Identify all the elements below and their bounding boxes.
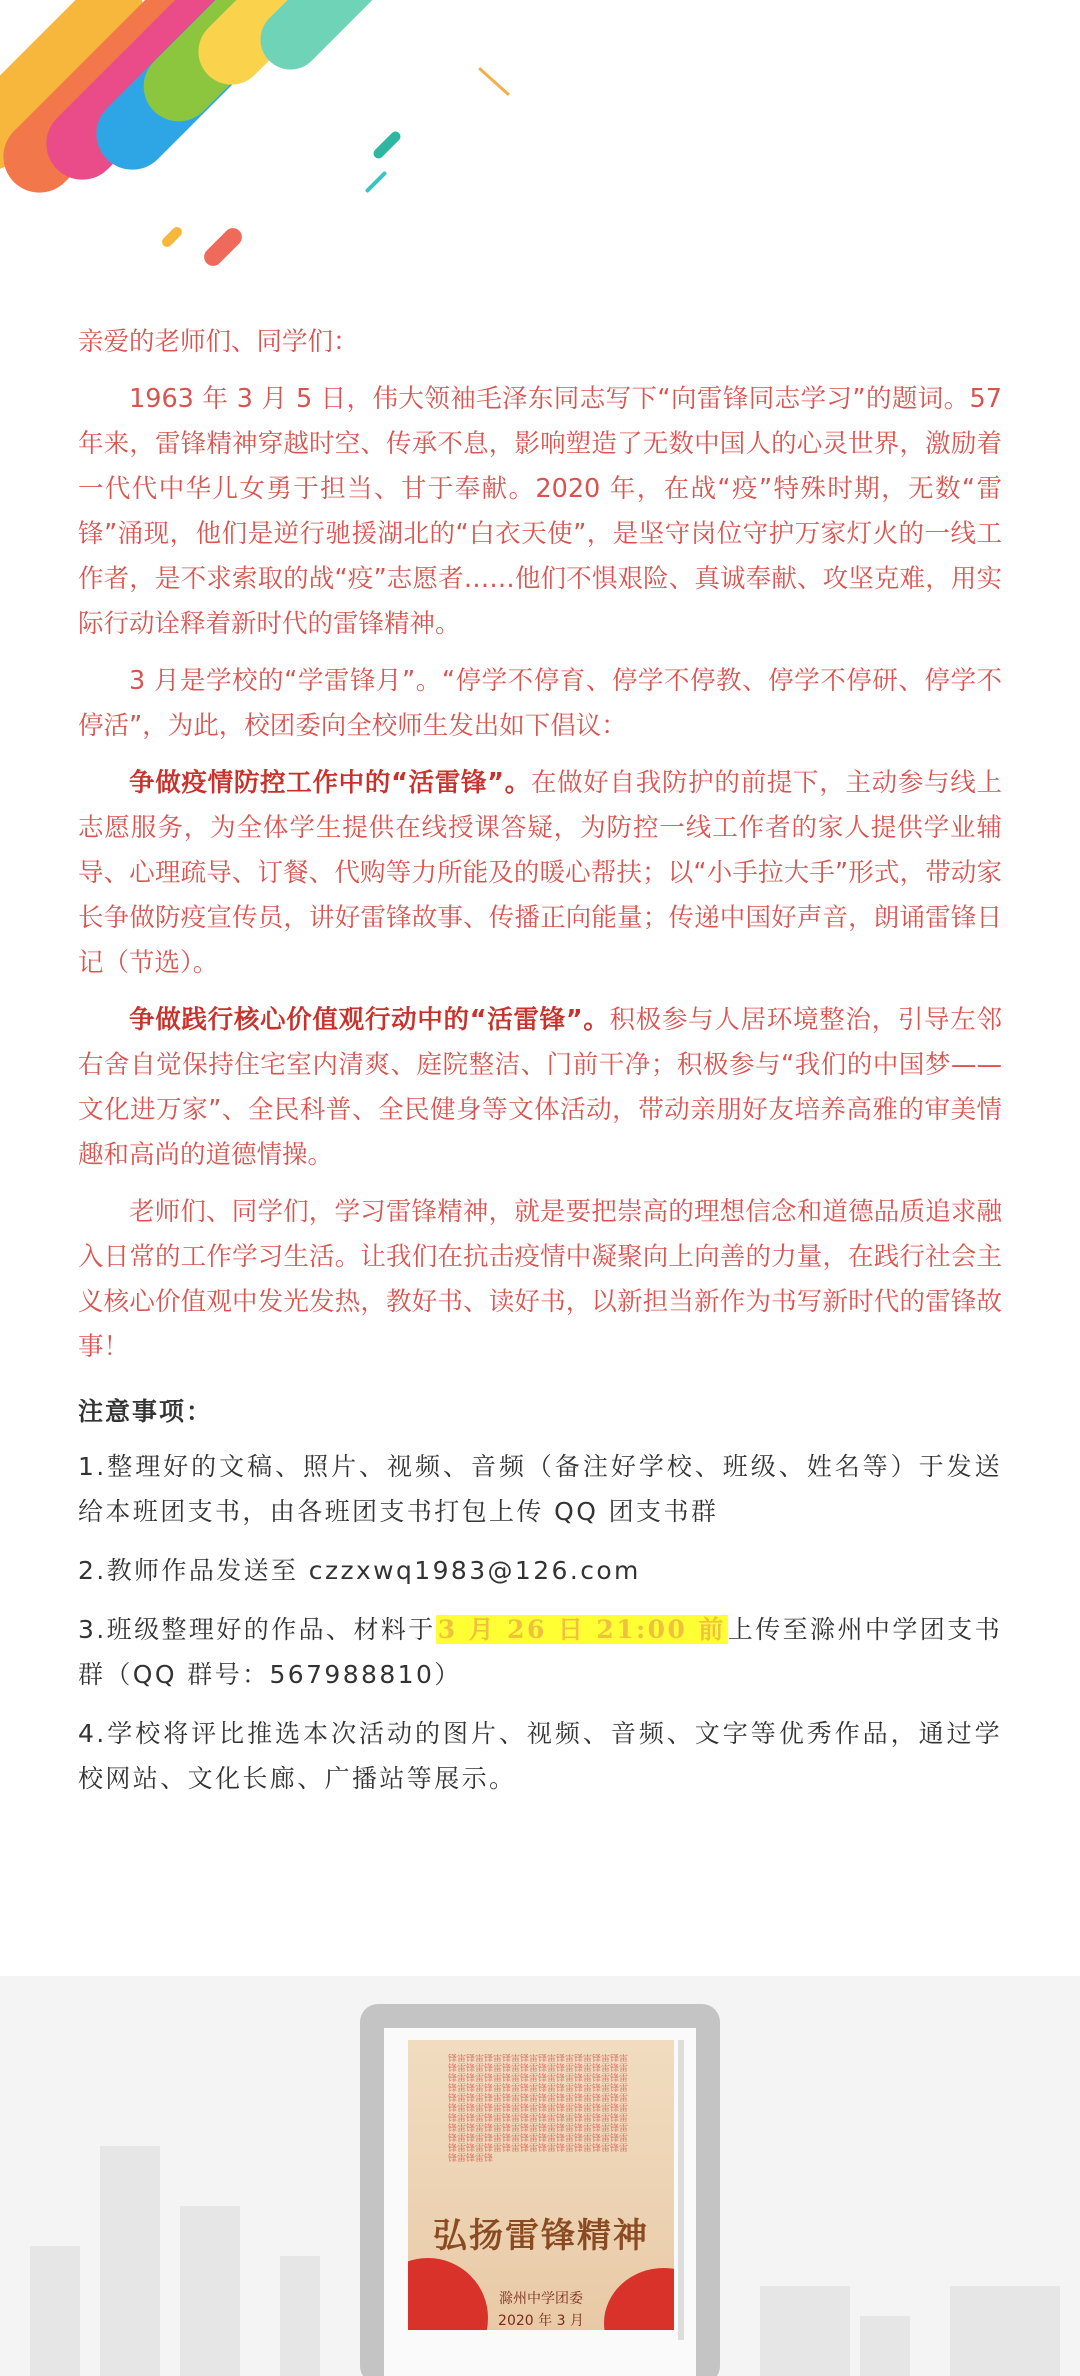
paragraph-5: 老师们、同学们，学习雷锋精神，就是要把崇高的理想信念和道德品质追求融入日常的工作学习生活。让我们在抗击疫情中凝聚向上向善的力量，在践行社会主义核心价值观中发光发热，教好书、读好书，以新担当新作为书写新时代的雷锋故事！: [78, 1197, 1002, 1362]
notice-item-4: 4.学校将评比推选本次活动的图片、视频、音频、文字等优秀作品，通过学校网站、文化长廊、广播站等展示。: [78, 1719, 1002, 1793]
notice-title: 注意事项：: [78, 1397, 214, 1426]
building-silhouette: [860, 2316, 910, 2376]
paragraph-2: 3 月是学校的“学雷锋月”。“停学不停育、停学不停教、停学不停研、停学不停活”，为此，校团委向全校师生发出如下倡议：: [78, 666, 1002, 741]
notice-item-3-pre: 3.班级整理好的作品、材料于: [78, 1615, 436, 1644]
building-silhouette: [30, 2246, 80, 2376]
poster-mat: [384, 2028, 696, 2376]
building-silhouette: [280, 2256, 320, 2376]
poster-title: 弘扬雷锋精神: [433, 2216, 649, 2256]
poster-image: [408, 2040, 674, 2330]
letter-content: [78, 320, 1002, 1815]
building-silhouette: [180, 2206, 240, 2376]
footer-area: [0, 1976, 1080, 2376]
notice-item-3-post: 上传至滁州中学团支书群（QQ 群号：567988810）: [78, 1615, 1002, 1689]
deadline-highlight: 3 月 26 日 21:00 前: [437, 1615, 726, 1644]
decorative-dash: [478, 67, 510, 96]
paragraph-4-heading: 争做践行核心价值观行动中的“活雷锋”。: [129, 1005, 610, 1035]
notice-item-1: 1.整理好的文稿、照片、视频、音频（备注好学校、班级、姓名等）于发送给本班团支书，由各班团支书打包上传 QQ 团支书群: [78, 1452, 1002, 1526]
building-silhouette: [760, 2286, 850, 2376]
building-silhouette: [950, 2286, 1060, 2376]
notice-item-2: 2.教师作品发送至 czzxwq1983@126.com: [78, 1556, 641, 1585]
building-silhouette: [100, 2146, 160, 2376]
paragraph-1: 1963 年 3 月 5 日，伟大领袖毛泽东同志写下“向雷锋同志学习”的题词。57 年来，雷锋精神穿越时空、传承不息，影响塑造了无数中国人的心灵世界，激励着一代代中华儿女勇于担当、甘于奉献。2020 年，在战“疫”特殊时期，无数“雷锋”涌现，他们是逆行驰援湖北的“白衣天使”，是坚守岗位守护万家灯火的一线工作者，是不求索取的战“疫”志愿者……他们不惧艰险、真诚奉献、攻坚克难，用实际行动诠释着新时代的雷锋精神。: [78, 384, 1002, 639]
poster-portrait-pattern: 锋雷锋雷锋雷锋雷锋雷锋雷锋雷锋雷锋雷锋雷锋雷锋雷锋雷锋雷锋雷锋雷锋雷锋雷锋雷锋雷锋雷锋雷锋雷锋雷锋雷锋雷锋雷锋雷锋雷锋雷锋雷锋雷锋雷锋雷锋雷锋雷锋雷锋雷锋雷锋雷锋雷锋雷锋雷锋雷锋雷锋雷锋雷锋雷锋雷锋雷锋雷锋雷锋雷锋雷锋雷锋雷锋雷锋雷锋雷锋雷锋雷锋雷锋雷锋雷锋雷锋雷锋雷锋雷锋雷锋雷锋雷锋雷锋雷锋雷锋雷锋雷锋雷锋雷锋雷锋雷锋雷锋雷锋雷锋雷锋雷锋雷锋雷锋雷锋雷锋雷锋雷锋雷锋雷锋雷锋雷锋雷锋雷锋雷锋雷锋雷锋雷锋雷锋: [448, 2054, 629, 2164]
poster-frame: [360, 2004, 720, 2376]
poster-org: 滁州中学团委: [499, 2291, 583, 2307]
paragraph-3-body: 在做好自我防护的前提下，主动参与线上志愿服务，为全体学生提供在线授课答疑，为防控一线工作者的家人提供学业辅导、心理疏导、订餐、代购等力所能及的暖心帮扶；以“小手拉大手”形式，带动家长争做防疫宣传员，讲好雷锋故事、传播正向能量；传递中国好声音，朗诵雷锋日记（节选）。: [78, 768, 1002, 978]
poster-edge: [678, 2040, 684, 2340]
decorative-stripes: [0, 0, 420, 290]
paragraph-3-heading: 争做疫情防控工作中的“活雷锋”。: [129, 768, 531, 798]
poster-date: 2020 年 3 月: [498, 2313, 584, 2329]
paragraph-4-body: 积极参与人居环境整治，引导左邻右舍自觉保持住宅室内清爽、庭院整洁、门前干净；积极参与“我们的中国梦——文化进万家”、全民科普、全民健身等文体活动，带动亲朋好友培养高雅的审美情趣和高尚的道德情操。: [78, 1005, 1002, 1170]
paragraph-3: [78, 761, 1002, 986]
greeting: 亲爱的老师们、同学们：: [78, 327, 359, 357]
paragraph-4: [78, 998, 1002, 1178]
notice-item-3: [78, 1607, 1002, 1697]
